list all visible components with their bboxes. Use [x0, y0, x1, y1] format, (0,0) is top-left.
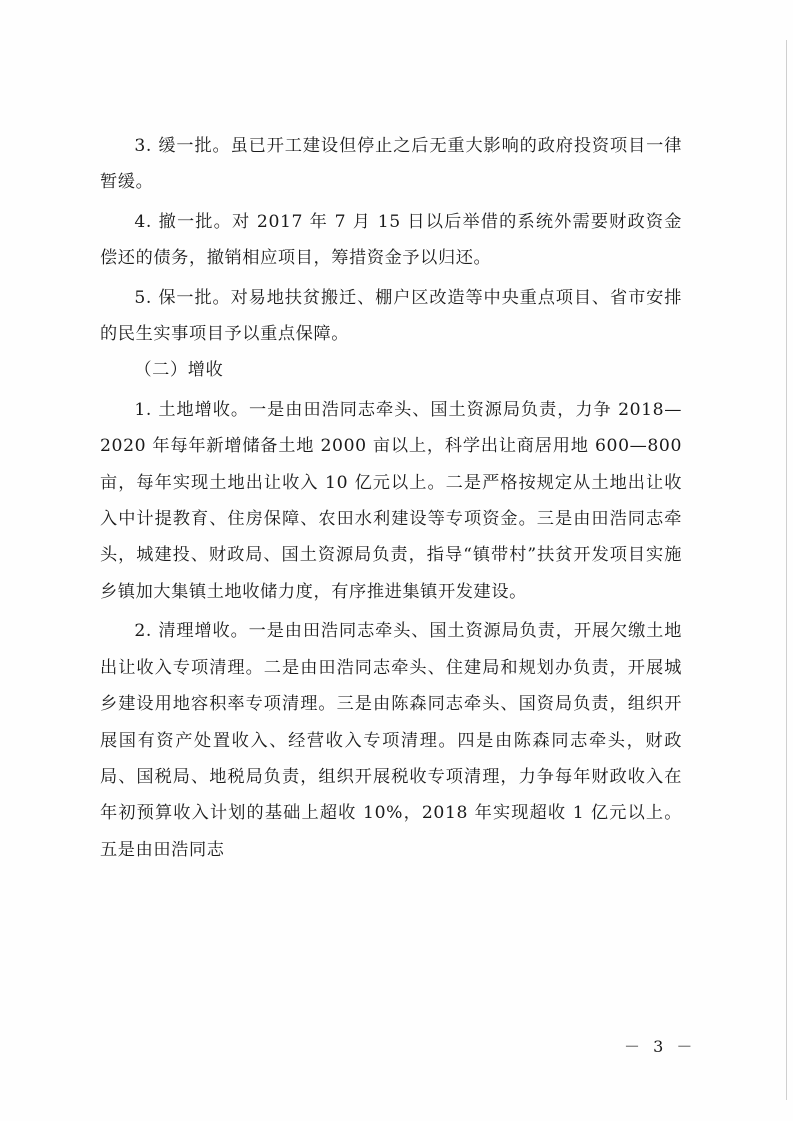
paragraph-item-4: 4. 撤一批。对 2017 年 7 月 15 日以后举借的系统外需要财政资金偿还的债务，撤销相应项目，筹措资金予以归还。 — [100, 211, 682, 269]
paragraph-item-3: 3. 缓一批。虽已开工建设但停止之后无重大影响的政府投资项目一律暂缓。 — [100, 136, 682, 193]
paragraph-item-5: 5. 保一批。对易地扶贫搬迁、棚户区改造等中央重点项目、省市安排的民生实事项目予以重点保障。 — [100, 287, 682, 345]
page-edge-line — [786, 40, 787, 1100]
paragraph-cleanup-revenue: 2. 清理增收。一是由田浩同志牵头、国土资源局负责，开展欠缴土地出让收入专项清理。二是由田浩同志牵头、住建局和规划办负责，开展城乡建设用地容积率专项清理。三是由陈森同志牵头、国资局负责，组织开展国有资产处置收入、经营收入专项清理。四是由陈森同志牵头，财政局、国税局、地税局负责，组织开展税收专项清理，力争每年财政收入在年初预算收入计划的基础上超收 10%，2018 年实现超收 1 亿元以上。五是由田浩同志 — [100, 621, 682, 860]
document-body — [100, 128, 682, 868]
section-heading: （二）增收 — [134, 360, 224, 381]
paragraph-land-revenue: 1. 土地增收。一是由田浩同志牵头、国土资源局负责，力争 2018—2020 年每年新增储备土地 2000 亩以上，科学出让商居用地 600—800 亩，每年实现土地出让收入 10 亿元以上。二是严格按规定从土地出让收入中计提教育、住房保障、农田水利建设等专项资金。三是由田浩同志牵头，城建投、财政局、国土资源局负责，指导“镇带村”扶贫开发项目实施乡镇加大集镇土地收储力度，有序推进集镇开发建设。 — [100, 399, 682, 602]
page-number: － 3 － — [624, 1037, 697, 1056]
